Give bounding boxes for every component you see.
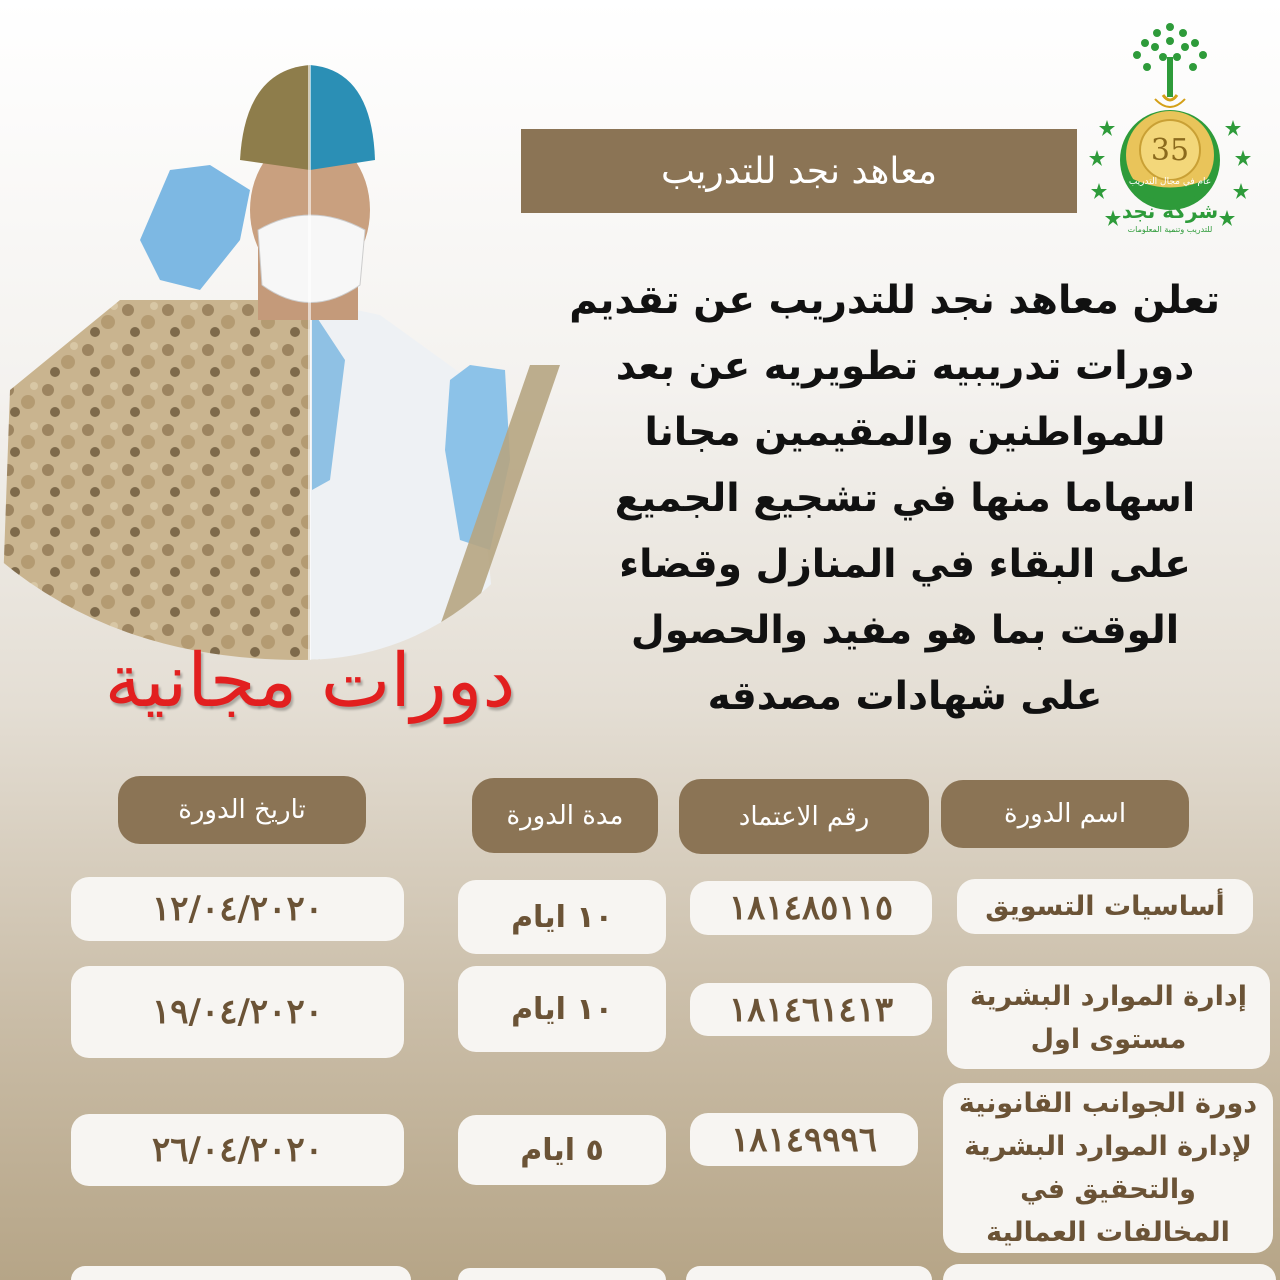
date-cell: ١٢/٠٤/٢٠٢٠ <box>71 877 404 941</box>
date-cell: ٢٦/٠٤/٢٠٢٠ <box>71 1114 404 1186</box>
duration-cell <box>458 1268 666 1280</box>
announcement-line: الوقت بما هو مفيد والحصول <box>630 608 1180 653</box>
header-duration: مدة الدورة <box>472 778 658 853</box>
header-date: تاريخ الدورة <box>118 776 366 844</box>
duration-cell: ١٠ ايام <box>458 966 666 1052</box>
announcement-line: للمواطنين والمقيمين مجانا <box>644 410 1166 455</box>
approval-number-cell: ١٨١٤٨٥١١٥ <box>690 881 932 935</box>
duration-cell: ٥ ايام <box>458 1115 666 1185</box>
approval-number-cell: ١٨١٤٩٩٩٦ <box>690 1113 918 1166</box>
logo-name: شركة نجد <box>1121 199 1219 223</box>
logo-subtitle: للتدريب وتنمية المعلومات <box>1127 225 1213 234</box>
announcement-line: تعلن معاهد نجد للتدريب عن تقديم <box>569 278 1220 323</box>
duration-cell: ١٠ ايام <box>458 880 666 954</box>
course-name-cell <box>943 1264 1276 1280</box>
date-cell: ١٩/٠٤/٢٠٢٠ <box>71 966 404 1058</box>
free-courses-heading: دورات مجانية <box>104 638 516 724</box>
course-name-cell: إدارة الموارد البشرية مستوى اول <box>947 966 1270 1069</box>
announcement-line: على شهادات مصدقه <box>707 674 1103 719</box>
date-cell <box>71 1266 411 1280</box>
announcement-line: على البقاء في المنازل وقضاء <box>619 542 1191 587</box>
soldier-doctor-illustration <box>0 60 570 670</box>
company-logo <box>1085 15 1255 245</box>
institute-banner: معاهد نجد للتدريب <box>521 129 1077 213</box>
logo-number: 35 <box>1150 133 1190 168</box>
approval-number-cell <box>686 1266 932 1280</box>
announcement-text <box>569 268 1220 730</box>
approval-number-cell: ١٨١٤٦١٤١٣ <box>690 983 932 1036</box>
header-approval-number: رقم الاعتماد <box>679 779 929 854</box>
announcement-line: دورات تدريبيه تطويريه عن بعد <box>615 344 1195 389</box>
header-course-name: اسم الدورة <box>941 780 1189 848</box>
announcement-line: اسهاما منها في تشجيع الجميع <box>614 476 1196 521</box>
course-name-cell: دورة الجوانب القانونية لإدارة الموارد البشرية والتحقيق في المخالفات العمالية <box>943 1083 1273 1253</box>
course-name-cell: أساسيات التسويق <box>957 879 1253 934</box>
logo-caption: عام في مجال التدريب <box>1128 177 1212 187</box>
